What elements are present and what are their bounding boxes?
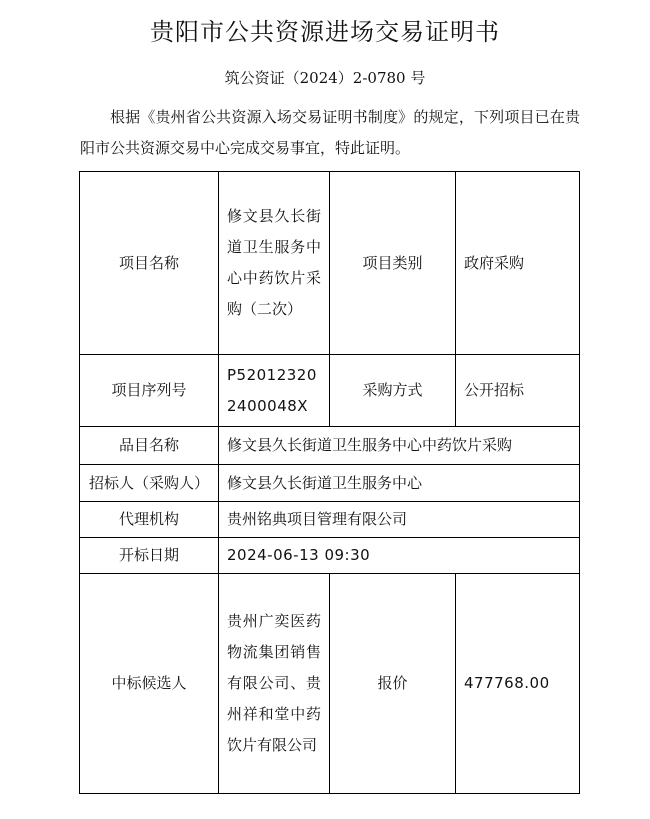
document-title: 贵阳市公共资源进场交易证明书 <box>150 18 500 46</box>
item-name-label: 品目名称 <box>80 427 219 465</box>
table-row-bid-opening <box>80 538 580 574</box>
document-number: 筑公资证（2024）2-0780 号 <box>224 69 426 87</box>
bid-opening-label: 开标日期 <box>80 538 219 574</box>
procurement-method-label: 采购方式 <box>330 355 456 427</box>
project-name-value: 修文县久长街道卫生服务中心中药饮片采购（二次） <box>219 172 330 355</box>
agency-label: 代理机构 <box>80 502 219 538</box>
table-row-project-name <box>80 172 580 355</box>
certificate-table <box>79 171 580 794</box>
item-name-value: 修文县久长街道卫生服务中心中药饮片采购 <box>219 427 580 465</box>
project-type-value: 政府采购 <box>456 172 580 355</box>
tenderer-label: 招标人（采购人） <box>80 465 219 502</box>
project-serial-label: 项目序列号 <box>80 355 219 427</box>
table-row-tenderer <box>80 465 580 502</box>
tenderer-value: 修文县久长街道卫生服务中心 <box>219 465 580 502</box>
project-type-label: 项目类别 <box>330 172 456 355</box>
table-row-item-name <box>80 427 580 465</box>
price-label: 报价 <box>330 574 456 794</box>
table-row-winning-candidate <box>80 574 580 794</box>
certification-paragraph: 根据《贵州省公共资源入场交易证明书制度》的规定，下列项目已在贵阳市公共资源交易中心完成交易事宜，特此证明。 <box>80 108 580 157</box>
winning-candidate-label: 中标候选人 <box>80 574 219 794</box>
procurement-method-value: 公开招标 <box>456 355 580 427</box>
table-row-agency <box>80 502 580 538</box>
bid-opening-value: 2024-06-13 09:30 <box>219 538 580 574</box>
winning-candidate-value: 贵州广奕医药物流集团销售有限公司、贵州祥和堂中药饮片有限公司 <box>219 574 330 794</box>
project-name-label: 项目名称 <box>80 172 219 355</box>
agency-value: 贵州铭典项目管理有限公司 <box>219 502 580 538</box>
price-value: 477768.00 <box>456 574 580 794</box>
table-row-project-serial <box>80 355 580 427</box>
project-serial-value: P520123202400048X <box>219 355 330 427</box>
